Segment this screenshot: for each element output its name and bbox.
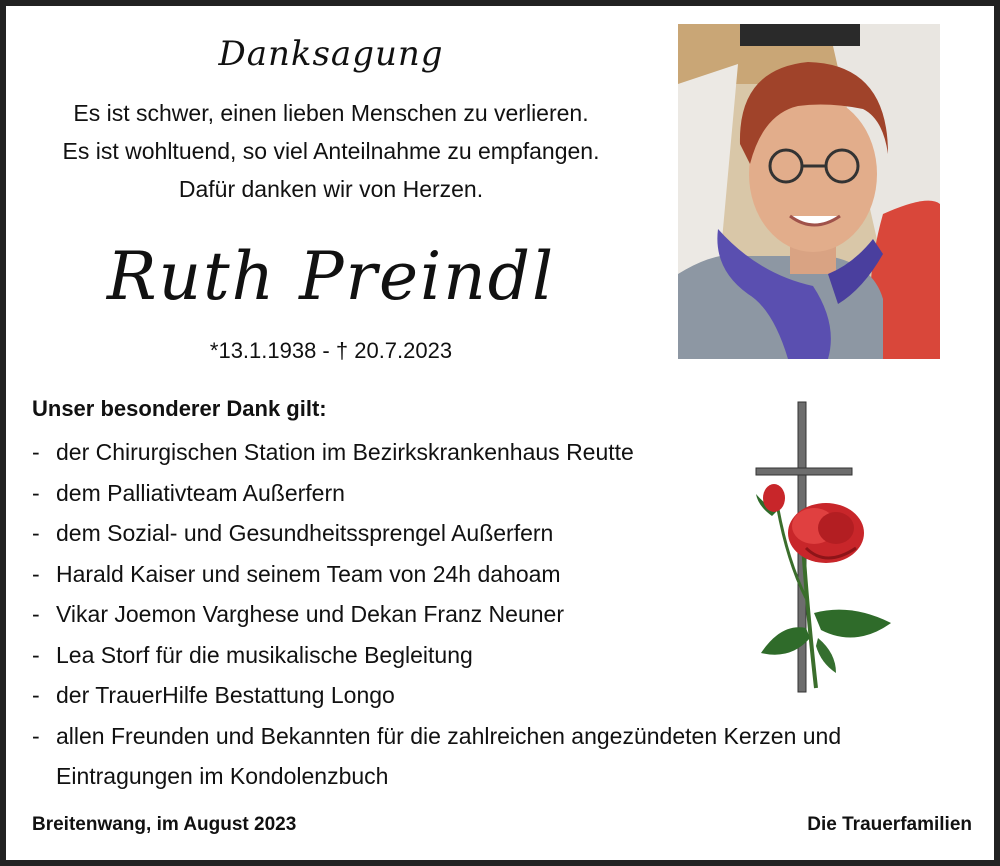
life-dates: *13.1.1938 - † 20.7.2023	[209, 338, 453, 363]
cross-with-rose-icon	[736, 398, 906, 698]
list-item: - dem Sozial- und Gesundheitssprengel Außerfern	[32, 513, 932, 554]
list-item: - der TrauerHilfe Bestattung Longo	[32, 675, 932, 716]
place-date: Breitenwang, im August 2023	[32, 814, 297, 835]
heading: Danksagung	[218, 34, 444, 74]
list-item: - der Chirurgischen Station im Bezirkskrankenhaus Reutte	[32, 432, 932, 473]
list-item: - Lea Storf für die musikalische Begleitung	[32, 635, 932, 676]
deceased-name: Ruth Preindl	[106, 238, 556, 315]
list-item: - dem Palliativteam Außerfern	[32, 473, 932, 514]
thanks-title: Unser besonderer Dank gilt:	[32, 396, 327, 421]
signoff: Die Trauerfamilien	[807, 814, 972, 835]
intro-line: Dafür danken wir von Herzen.	[178, 176, 484, 202]
list-item: - allen Freunden und Bekannten für die zahlreichen angezündeten Kerzen und Eintragungen im Kondolenzbuch	[32, 716, 876, 797]
intro-text	[26, 94, 636, 208]
intro-line: Es ist schwer, einen lieben Menschen zu verlieren.	[73, 100, 589, 126]
obituary-card	[6, 6, 994, 860]
list-item: - Harald Kaiser und seinem Team von 24h dahoam	[32, 554, 932, 595]
list-item: - Vikar Joemon Varghese und Dekan Franz Neuner	[32, 594, 932, 635]
intro-line: Es ist wohltuend, so viel Anteilnahme zu empfangen.	[62, 138, 600, 164]
portrait-photo-icon	[678, 24, 940, 359]
portrait-photo	[678, 24, 940, 359]
cross-with-rose-icon	[736, 398, 906, 698]
